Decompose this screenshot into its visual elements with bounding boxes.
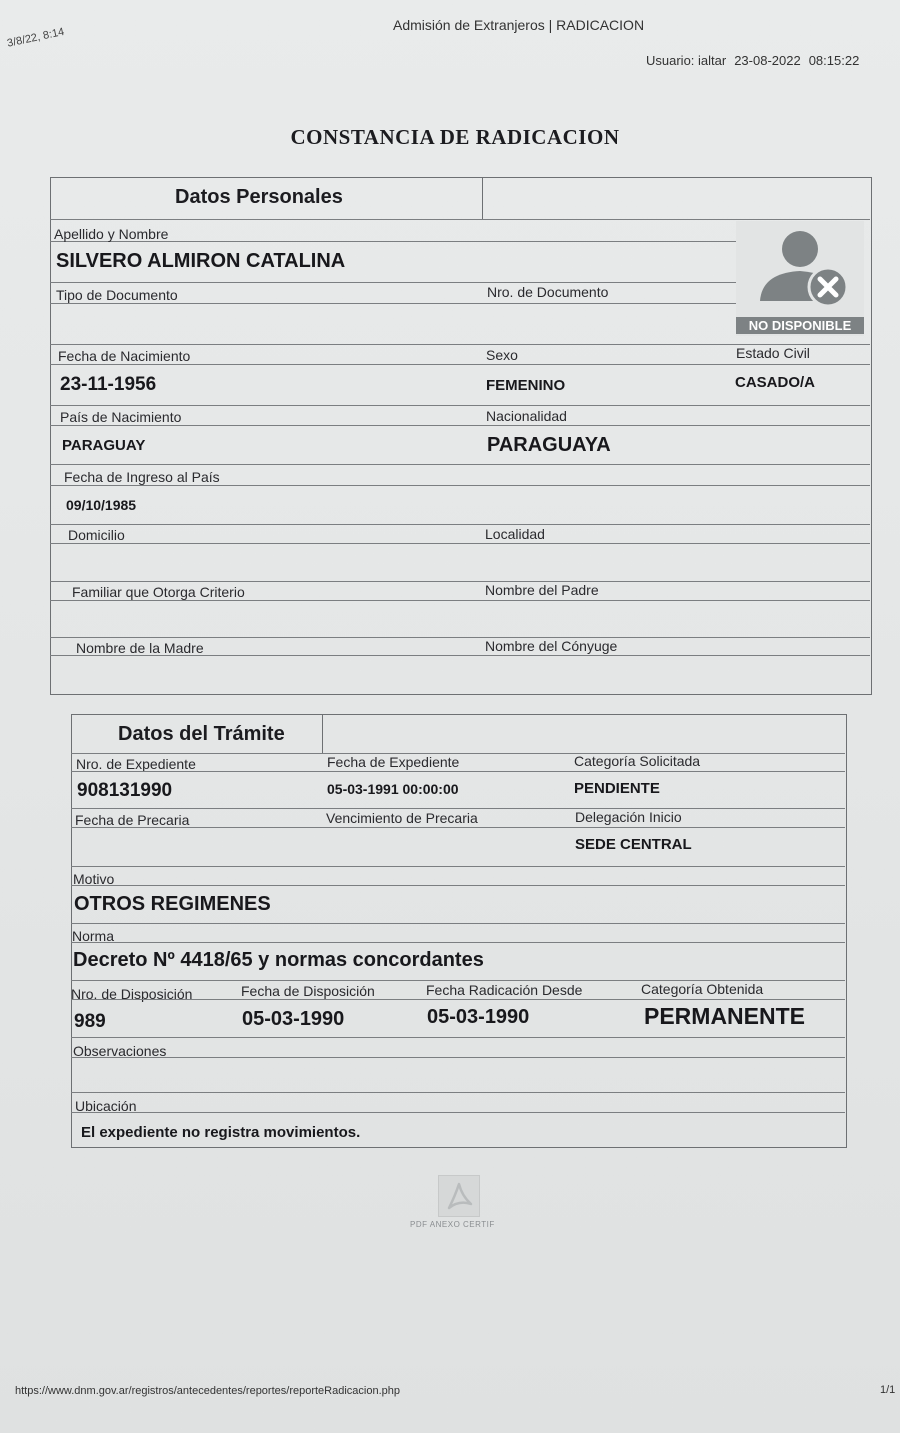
doc-number-label: Nro. de Documento	[487, 284, 609, 300]
doc-type-label: Tipo de Documento	[56, 287, 178, 303]
delegation-value: SEDE CENTRAL	[575, 836, 692, 853]
row-divider	[71, 999, 845, 1000]
delegation-label: Delegación Inicio	[575, 809, 682, 825]
document-title: CONSTANCIA DE RADICACION	[290, 125, 620, 149]
mother-name-label: Nombre de la Madre	[76, 640, 204, 656]
name-label: Apellido y Nombre	[54, 226, 169, 242]
no-disponible-badge: NO DISPONIBLE	[736, 317, 864, 334]
footer-url: https://www.dnm.gov.ar/registros/antecedentes/reportes/reporteRadicacion.php	[15, 1385, 400, 1397]
row-divider	[50, 524, 870, 525]
nationality-value: PARAGUAYA	[487, 434, 611, 456]
birth-date-value: 23-11-1956	[60, 374, 157, 395]
settlement-from-value: 05-03-1990	[427, 1006, 530, 1028]
sex-value: FEMENINO	[486, 377, 566, 394]
row-divider	[71, 1092, 845, 1093]
entry-date-label: Fecha de Ingreso al País	[64, 469, 220, 485]
address-label: Domicilio	[68, 527, 125, 543]
row-divider	[50, 425, 870, 426]
civil-status-label: Estado Civil	[736, 345, 810, 361]
birth-country-value: PARAGUAY	[62, 437, 146, 454]
reason-value: OTROS REGIMENES	[74, 893, 271, 915]
obtained-category-label: Categoría Obtenida	[641, 981, 764, 997]
file-date-value: 05-03-1991 00:00:00	[327, 781, 459, 797]
pdf-attachment-label[interactable]: PDF ANEXO CERTIF	[410, 1220, 495, 1229]
birth-date-label: Fecha de Nacimiento	[58, 348, 191, 364]
user-info	[646, 53, 867, 68]
precaria-expiry-label: Vencimiento de Precaria	[326, 810, 478, 826]
location-value: El expediente no registra movimientos.	[81, 1124, 361, 1141]
observations-label: Observaciones	[73, 1043, 167, 1059]
precaria-date-label: Fecha de Precaria	[75, 812, 190, 828]
birth-country-label: País de Nacimiento	[60, 409, 182, 425]
sex-label: Sexo	[486, 347, 518, 363]
location-label: Ubicación	[75, 1098, 137, 1114]
requested-category-label: Categoría Solicitada	[574, 753, 701, 769]
acrobat-pdf-icon	[439, 1176, 479, 1216]
pdf-icon[interactable]	[438, 1175, 480, 1217]
locality-label: Localidad	[485, 526, 545, 542]
row-divider	[71, 942, 845, 943]
obtained-category-value: PERMANENTE	[644, 1003, 806, 1029]
entry-date-value: 09/10/1985	[66, 497, 137, 513]
personal-title-divider	[482, 177, 483, 219]
row-divider	[50, 543, 870, 544]
row-divider	[71, 885, 845, 886]
report-date: 23-08-2022	[734, 53, 801, 68]
row-divider	[50, 485, 870, 486]
report-time: 08:15:22	[808, 53, 860, 68]
row-divider	[50, 303, 736, 304]
norm-value: Decreto Nº 4418/65 y normas concordantes	[73, 949, 484, 971]
requested-category-value: PENDIENTE	[574, 780, 660, 797]
procedure-data-section	[71, 714, 847, 1148]
disposition-date-label: Fecha de Disposición	[241, 983, 375, 999]
disposition-date-value: 05-03-1990	[242, 1008, 345, 1030]
file-number-value: 908131990	[77, 780, 173, 801]
row-divider	[71, 866, 845, 867]
row-divider	[71, 827, 845, 828]
norm-label: Norma	[72, 928, 115, 944]
row-divider	[71, 771, 845, 772]
reason-label: Motivo	[73, 871, 115, 887]
row-divider	[50, 364, 870, 365]
file-date-label: Fecha de Expediente	[327, 754, 460, 770]
row-divider	[50, 405, 870, 406]
procedure-title-divider	[322, 714, 323, 753]
settlement-from-label: Fecha Radicación Desde	[426, 982, 583, 998]
row-divider	[50, 600, 870, 601]
procedure-section-title: Datos del Trámite	[118, 723, 285, 745]
family-criterion-label: Familiar que Otorga Criterio	[72, 584, 245, 600]
row-divider	[71, 1057, 845, 1058]
father-name-label: Nombre del Padre	[485, 582, 599, 598]
print-timestamp: 3/8/22, 8:14	[6, 25, 66, 50]
file-number-label: Nro. de Expediente	[76, 756, 196, 772]
personal-section-title: Datos Personales	[175, 186, 343, 208]
page-number: 1/1	[880, 1384, 896, 1396]
disposition-number-label: Nro. de Disposición	[71, 986, 193, 1002]
row-divider	[71, 923, 845, 924]
photo-not-available	[736, 221, 864, 336]
name-value: SILVERO ALMIRON CATALINA	[56, 250, 346, 272]
spouse-name-label: Nombre del Cónyuge	[485, 638, 618, 654]
row-divider	[50, 464, 870, 465]
civil-status-value: CASADO/A	[735, 374, 816, 391]
row-divider	[71, 1112, 845, 1113]
disposition-number-value: 989	[74, 1011, 106, 1032]
app-title: Admisión de Extranjeros | RADICACION	[393, 17, 645, 33]
row-divider	[71, 1037, 845, 1038]
nationality-label: Nacionalidad	[486, 408, 567, 424]
row-divider	[71, 808, 845, 809]
row-divider	[50, 655, 870, 656]
row-divider	[50, 219, 870, 220]
row-divider	[50, 637, 870, 638]
row-divider	[50, 581, 870, 582]
user-label: Usuario: ialtar	[646, 53, 727, 68]
row-divider	[50, 282, 736, 283]
